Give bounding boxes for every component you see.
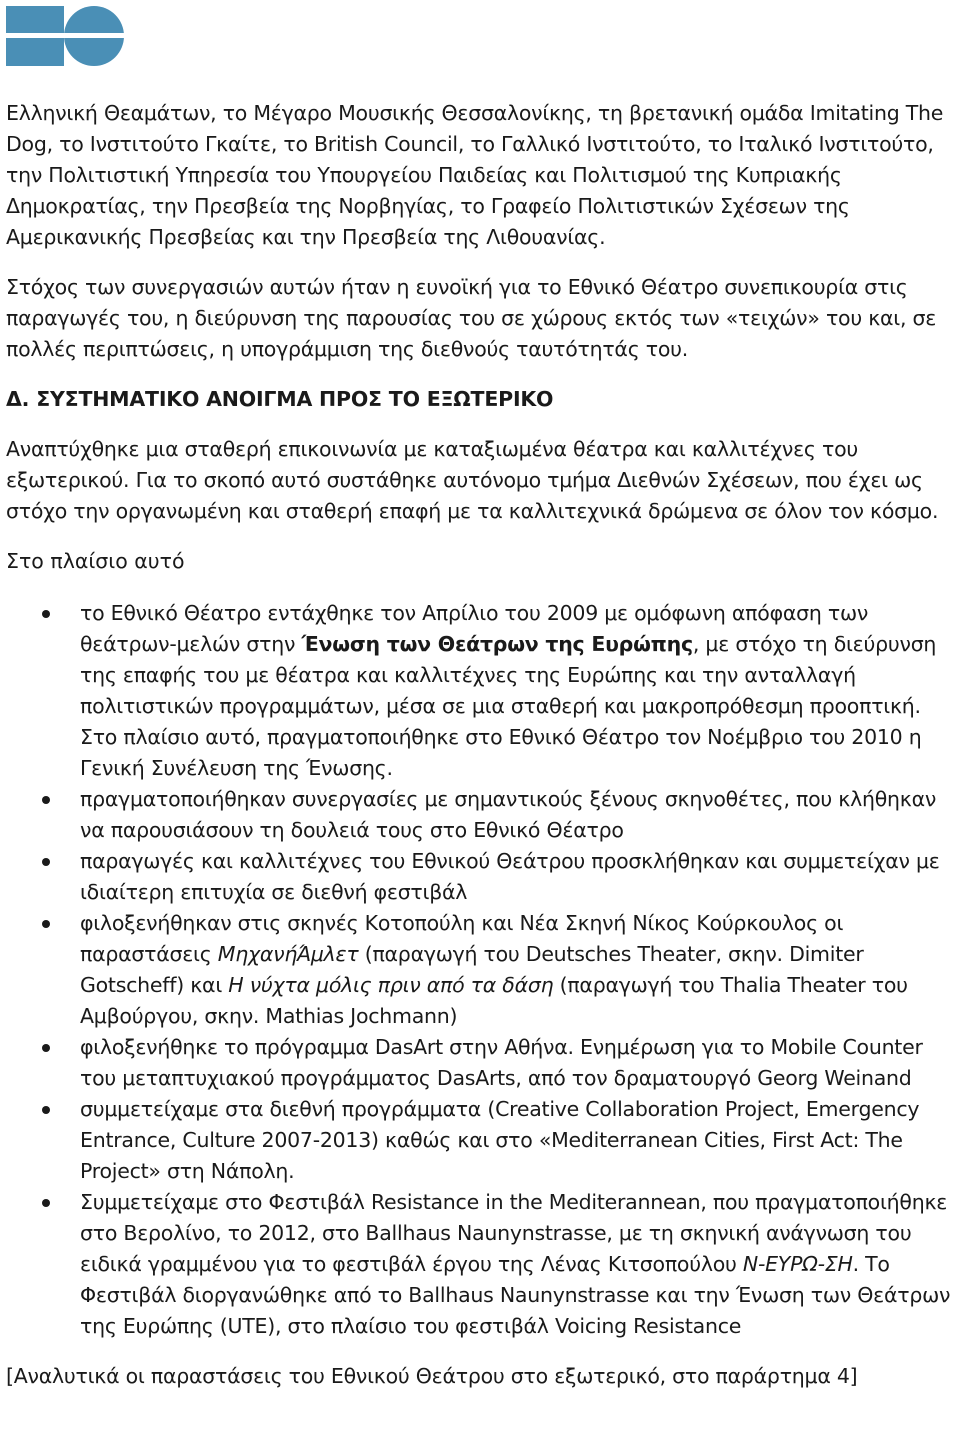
item-text: παραγωγές και καλλιτέχνες του Εθνικού Θεάτρου προσκλήθηκαν και συμμετείχαν με ιδιαίτερη επιτυχία σε διεθνή φεστιβάλ [80,849,940,904]
bullet-icon [42,858,50,866]
list-item [6,1032,956,1094]
list-intro: Στο πλαίσιο αυτό [6,549,185,573]
paragraph-partners: Ελληνική Θεαμάτων, το Μέγαρο Μουσικής Θεσσαλονίκης, τη βρετανική ομάδα Imitating The Dog, το Ινστιτούτο Γκαίτε, το British Council, το Γαλλικό Ινστιτούτο, το Ιταλικό Ινστιτούτο, την Πολιτιστική Υπηρεσία του Υπουργείου Παιδείας και Πολιτισμού της Κυπριακής Δημοκρατίας, την Πρεσβεία της Νορβηγίας, το Γραφείο Πολιτιστικών Σχέσεων της Αμερικανικής Πρεσβείας και την Πρεσβεία της Λιθουανίας. [6,101,944,249]
list-item [6,908,956,1032]
list-item [6,846,956,908]
bullet-icon [42,1199,50,1207]
national-theatre-logo [6,6,124,66]
item-text: το Εθνικό Θέατρο εντάχθηκε τον Απρίλιο του 2009 με ομόφωνη απόφαση των θεάτρων-μελών στην [80,601,869,656]
bullet-icon [42,1106,50,1114]
item-italic-title: ΜηχανήΆμλετ [217,942,359,966]
list-item [6,1187,956,1342]
item-text: (παραγωγή του Thalia Theater του Αμβούργου, σκην. Mathias Jochmann) [80,973,908,1028]
item-text: φιλοξενήθηκε το πρόγραμμα DasArt στην Αθήνα. Ενημέρωση για το Mobile Counter του μεταπτυχιακού προγράμματος DasArts, από τον δραματουργό Georg Weinand [80,1035,923,1090]
item-bold-text: Ένωση των Θεάτρων της Ευρώπης [301,632,693,656]
item-italic-title: Η νύχτα μόλις πριν από τα δάση [228,973,554,997]
activities-list [6,598,956,1342]
list-item [6,784,956,846]
bullet-icon [42,796,50,804]
paragraph-goals: Στόχος των συνεργασιών αυτών ήταν η ευνοϊκή για το Εθνικό Θέατρο συνεπικουρία στις παραγωγές του, η διεύρυνση της παρουσίας του σε χώρους εκτός των «τειχών» του και, σε πολλές περιπτώσεις, η υπογράμμιση της διεθνούς ταυτότητάς του. [6,275,937,361]
item-text: συμμετείχαμε στα διεθνή προγράμματα (Creative Collaboration Project, Emergency Entrance, Culture 2007-2013) καθώς και στο «Mediterranean Cities, First Act: The Project» στη Νάπολη. [80,1097,920,1183]
list-item [6,598,956,784]
list-item [6,1094,956,1187]
item-text: (παραγωγή του Deutsches Theater, σκην. Dimiter Gotscheff) και [80,942,864,997]
bullet-icon [42,610,50,618]
bullet-icon [42,920,50,928]
appendix-note: [Αναλυτικά οι παραστάσεις του Εθνικού Θεάτρου στο εξωτερικό, στο παράρτημα 4] [6,1364,858,1388]
item-italic-title: Ν-ΕΥΡΩ-ΣΗ [742,1252,853,1276]
paragraph-international-relations: Αναπτύχθηκε μια σταθερή επικοινωνία με καταξιωμένα θέατρα και καλλιτέχνες του εξωτερικού. Για το σκοπό αυτό συστάθηκε αυτόνομο τμήμα Διεθνών Σχέσεων, που έχει ως στόχο την οργανωμένη και σταθερή επαφή με τα καλλιτεχνικά δρώμενα σε όλον τον κόσμο. [6,437,939,523]
document-page [6,98,956,1392]
item-text: πραγματοποιήθηκαν συνεργασίες με σημαντικούς ξένους σκηνοθέτες, που κλήθηκαν να παρουσιάσουν τη δουλειά τους στο Εθνικό Θέατρο [80,787,937,842]
item-text: , με στόχο τη διεύρυνση της επαφής του με θέατρα και καλλιτέχνες της Ευρώπης και την ανταλλαγή πολιτιστικών προγραμμάτων, μέσα σε μια σταθερή και μακροπρόθεσμη προοπτική. Στο πλαίσιο αυτό, πραγματοποιήθηκε στο Εθνικό Θέατρο τον Νοέμβριο του 2010 η Γενική Συνέλευση της Ένωσης. [80,632,937,780]
item-text: . Το Φεστιβάλ διοργανώθηκε από το Ballhaus Naunynstrasse και την Ένωση των Θεάτρων της Ευρώπης (UTE), στο πλαίσιο του φεστιβάλ Voicing Resistance [80,1252,951,1338]
item-text: φιλοξενήθηκαν στις σκηνές Κοτοπούλη και Νέα Σκηνή Νίκος Κούρκουλος οι παραστάσεις [80,911,844,966]
bullet-icon [42,1044,50,1052]
section-heading: Δ. ΣΥΣΤΗΜΑΤΙΚΟ ΑΝΟΙΓΜΑ ΠΡΟΣ ΤΟ ΕΞΩΤΕΡΙΚΟ [6,387,554,411]
item-text: Συμμετείχαμε στο Φεστιβάλ Resistance in the Mediterannean, που πραγματοποιήθηκε στο Βερολίνο, το 2012, στο Ballhaus Naunynstrasse, με τη σκηνική ανάγνωση του ειδικά γραμμένου για το φεστιβάλ έργου της Λένας Κιτσοπούλου [80,1190,948,1276]
